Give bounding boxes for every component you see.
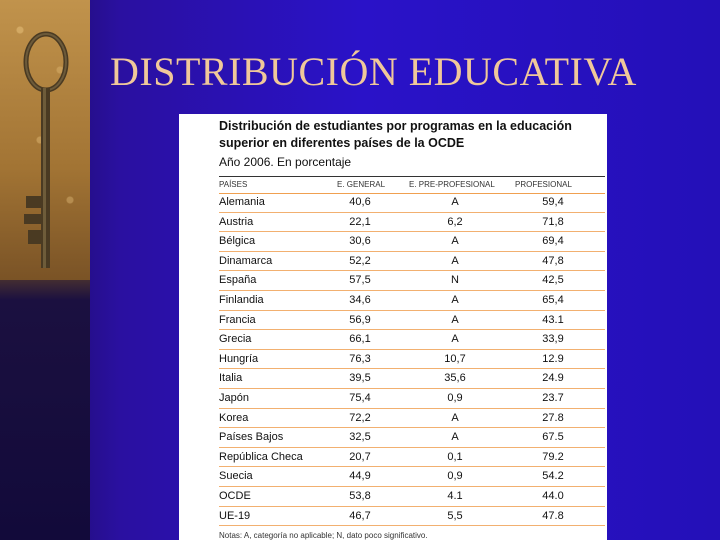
professional-cell: 79.2 — [542, 450, 564, 463]
table-row — [219, 271, 605, 291]
table-row — [219, 311, 605, 331]
general-cell: 40,6 — [349, 196, 371, 208]
professional-cell: 27.8 — [542, 411, 564, 424]
data-table-image — [179, 114, 607, 540]
preprofessional-cell: 0,9 — [447, 470, 463, 483]
preprofessional-cell: 4.1 — [447, 489, 463, 502]
preprofessional-cell: 35,6 — [444, 372, 466, 385]
preprofessional-cell: A — [451, 313, 459, 326]
preprofessional-cell: 5,5 — [447, 509, 463, 522]
country-cell: Bélgica — [219, 235, 256, 248]
general-cell: 76,3 — [349, 352, 371, 365]
general-cell: 44,9 — [349, 470, 371, 483]
professional-cell: 54.2 — [542, 470, 564, 483]
country-cell: Países Bajos — [219, 431, 284, 444]
professional-cell: 12.9 — [542, 352, 564, 365]
header-preprofessional: E. PRE-PROFESIONAL — [409, 180, 495, 189]
general-cell: 32,5 — [349, 431, 371, 444]
general-cell: 56,9 — [349, 313, 371, 326]
country-cell: Finlandia — [219, 293, 264, 306]
header-professional: PROFESIONAL — [515, 180, 572, 189]
table-row — [219, 409, 605, 429]
country-cell: Korea — [219, 411, 249, 424]
general-cell: 75,4 — [349, 391, 371, 404]
table-title: Distribución de estudiantes por programas en la educación superior en diferentes países de la OCDE — [219, 119, 572, 150]
professional-cell: 67.5 — [542, 431, 564, 444]
table-row — [219, 330, 605, 350]
country-cell: Italia — [219, 372, 243, 385]
table-row — [219, 428, 605, 448]
decorative-side-panel — [0, 0, 90, 540]
professional-cell: 69,4 — [542, 235, 564, 248]
table-row — [219, 507, 605, 527]
general-cell: 30,6 — [349, 235, 371, 248]
table-notes: Notas: A, categoría no aplicable; N, dato poco significativo. — [219, 531, 428, 540]
country-cell: UE-19 — [219, 509, 251, 522]
preprofessional-cell: A — [451, 333, 459, 346]
general-cell: 46,7 — [349, 509, 371, 522]
professional-cell: 59,4 — [542, 196, 564, 208]
country-cell: Austria — [219, 215, 254, 228]
professional-cell: 47,8 — [542, 254, 564, 267]
table-header-row — [219, 176, 605, 194]
header-countries: PAÍSES — [219, 180, 248, 189]
country-cell: Suecia — [219, 470, 253, 483]
table-row — [219, 193, 605, 213]
slide-title: DISTRIBUCIÓN EDUCATIVA — [110, 49, 637, 94]
header-general: E. GENERAL — [337, 180, 386, 189]
table-row — [219, 369, 605, 389]
country-cell: Grecia — [219, 333, 252, 346]
table-row — [219, 448, 605, 468]
professional-cell: 43.1 — [542, 313, 564, 326]
general-cell: 39,5 — [349, 372, 371, 385]
general-cell: 66,1 — [349, 333, 371, 346]
table-row — [219, 213, 605, 233]
preprofessional-cell: A — [451, 235, 459, 248]
professional-cell: 65,4 — [542, 293, 564, 306]
table-row — [219, 389, 605, 409]
professional-cell: 42,5 — [542, 274, 564, 287]
country-cell: Alemania — [219, 196, 265, 208]
general-cell: 72,2 — [349, 411, 371, 424]
table-row — [219, 232, 605, 252]
table-row — [219, 350, 605, 370]
table-body — [219, 193, 605, 526]
country-cell: República Checa — [219, 450, 303, 463]
country-cell: Francia — [219, 313, 256, 326]
table-row — [219, 291, 605, 311]
general-cell: 22,1 — [349, 215, 371, 228]
professional-cell: 71,8 — [542, 215, 564, 228]
professional-cell: 23.7 — [542, 391, 564, 404]
table-row — [219, 467, 605, 487]
preprofessional-cell: 10,7 — [444, 352, 466, 365]
preprofessional-cell: A — [451, 431, 459, 444]
preprofessional-cell: 6,2 — [447, 215, 463, 228]
country-cell: Japón — [219, 391, 249, 404]
general-cell: 34,6 — [349, 293, 371, 306]
general-cell: 57,5 — [349, 274, 371, 287]
general-cell: 52,2 — [349, 254, 371, 267]
table-row — [219, 487, 605, 507]
preprofessional-cell: A — [451, 254, 459, 267]
professional-cell: 33,9 — [542, 333, 564, 346]
country-cell: Dinamarca — [219, 254, 273, 267]
preprofessional-cell: 0,1 — [447, 450, 463, 463]
general-cell: 53,8 — [349, 489, 371, 502]
general-cell: 20,7 — [349, 450, 371, 463]
preprofessional-cell: A — [451, 293, 459, 306]
preprofessional-cell: A — [451, 411, 459, 424]
country-cell: España — [219, 274, 257, 287]
preprofessional-cell: N — [451, 274, 459, 287]
table-subtitle: Año 2006. En porcentaje — [219, 155, 352, 169]
preprofessional-cell: 0,9 — [447, 391, 463, 404]
country-cell: Hungría — [219, 352, 259, 365]
professional-cell: 47.8 — [542, 509, 564, 522]
table-row — [219, 252, 605, 272]
country-cell: OCDE — [219, 489, 251, 502]
key-icon — [0, 0, 90, 280]
preprofessional-cell: A — [451, 196, 459, 208]
professional-cell: 24.9 — [542, 372, 564, 385]
professional-cell: 44.0 — [542, 489, 564, 502]
